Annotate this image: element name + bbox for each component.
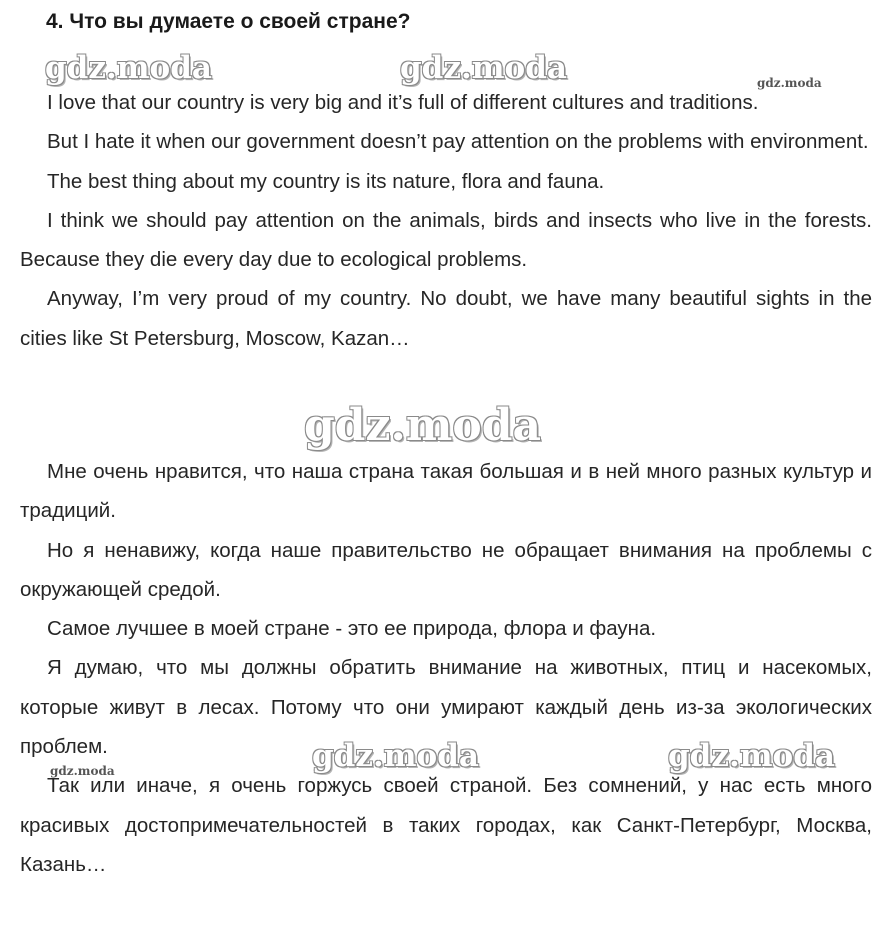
watermark-logo: gdz.moda — [757, 76, 822, 90]
watermark-logo: gdz.moda — [45, 50, 212, 86]
english-paragraph: But I hate it when our government doesn’t pay attention on the problems with environment. — [47, 130, 869, 154]
english-paragraph: I love that our country is very big and it’s full of different cultures and traditions. — [47, 91, 759, 114]
watermark-logo: gdz.moda — [304, 400, 542, 451]
english-paragraph: The best thing about my country is its nature, flora and fauna. — [47, 169, 605, 193]
russian-paragraph: Мне очень нравится, что наша страна такая большая и в ней много разных культур и традиций. — [20, 460, 872, 523]
russian-paragraph: Но я ненавижу, когда наше правительство не обращает внимания на проблемы с окружающей средой. — [20, 538, 872, 601]
watermark-logo: gdz.moda — [400, 50, 567, 86]
russian-paragraph: Самое лучшее в моей стране - это ее природа, флора и фауна. — [47, 617, 657, 641]
watermark-logo: gdz.moda — [312, 738, 479, 774]
russian-paragraph: Так или иначе, я очень горжусь своей страной. Без сомнений, у нас есть много красивых достопримечательностей в таких городах, как Санкт-Петербург, Москва, Казань… — [20, 774, 872, 876]
exercise-title: 4. Что вы думаете о своей стране? — [46, 10, 411, 33]
english-paragraph: I think we should pay attention on the animals, birds and insects who live in the forests. Because they die every day due to ecological problems. — [20, 208, 872, 272]
watermark-logo: gdz.moda — [50, 764, 115, 778]
watermark-logo: gdz.moda — [668, 738, 835, 774]
english-answer — [20, 83, 872, 358]
english-paragraph: Anyway, I’m very proud of my country. No doubt, we have many beautiful sights in the cities like St Petersburg, Moscow, Kazan… — [20, 287, 872, 350]
russian-paragraph: Я думаю, что мы должны обратить внимание на животных, птиц и насекомых, которые живут в лесах. Потому что они умирают каждый день из-за экологических проблем. — [20, 656, 872, 759]
russian-answer — [20, 452, 872, 884]
